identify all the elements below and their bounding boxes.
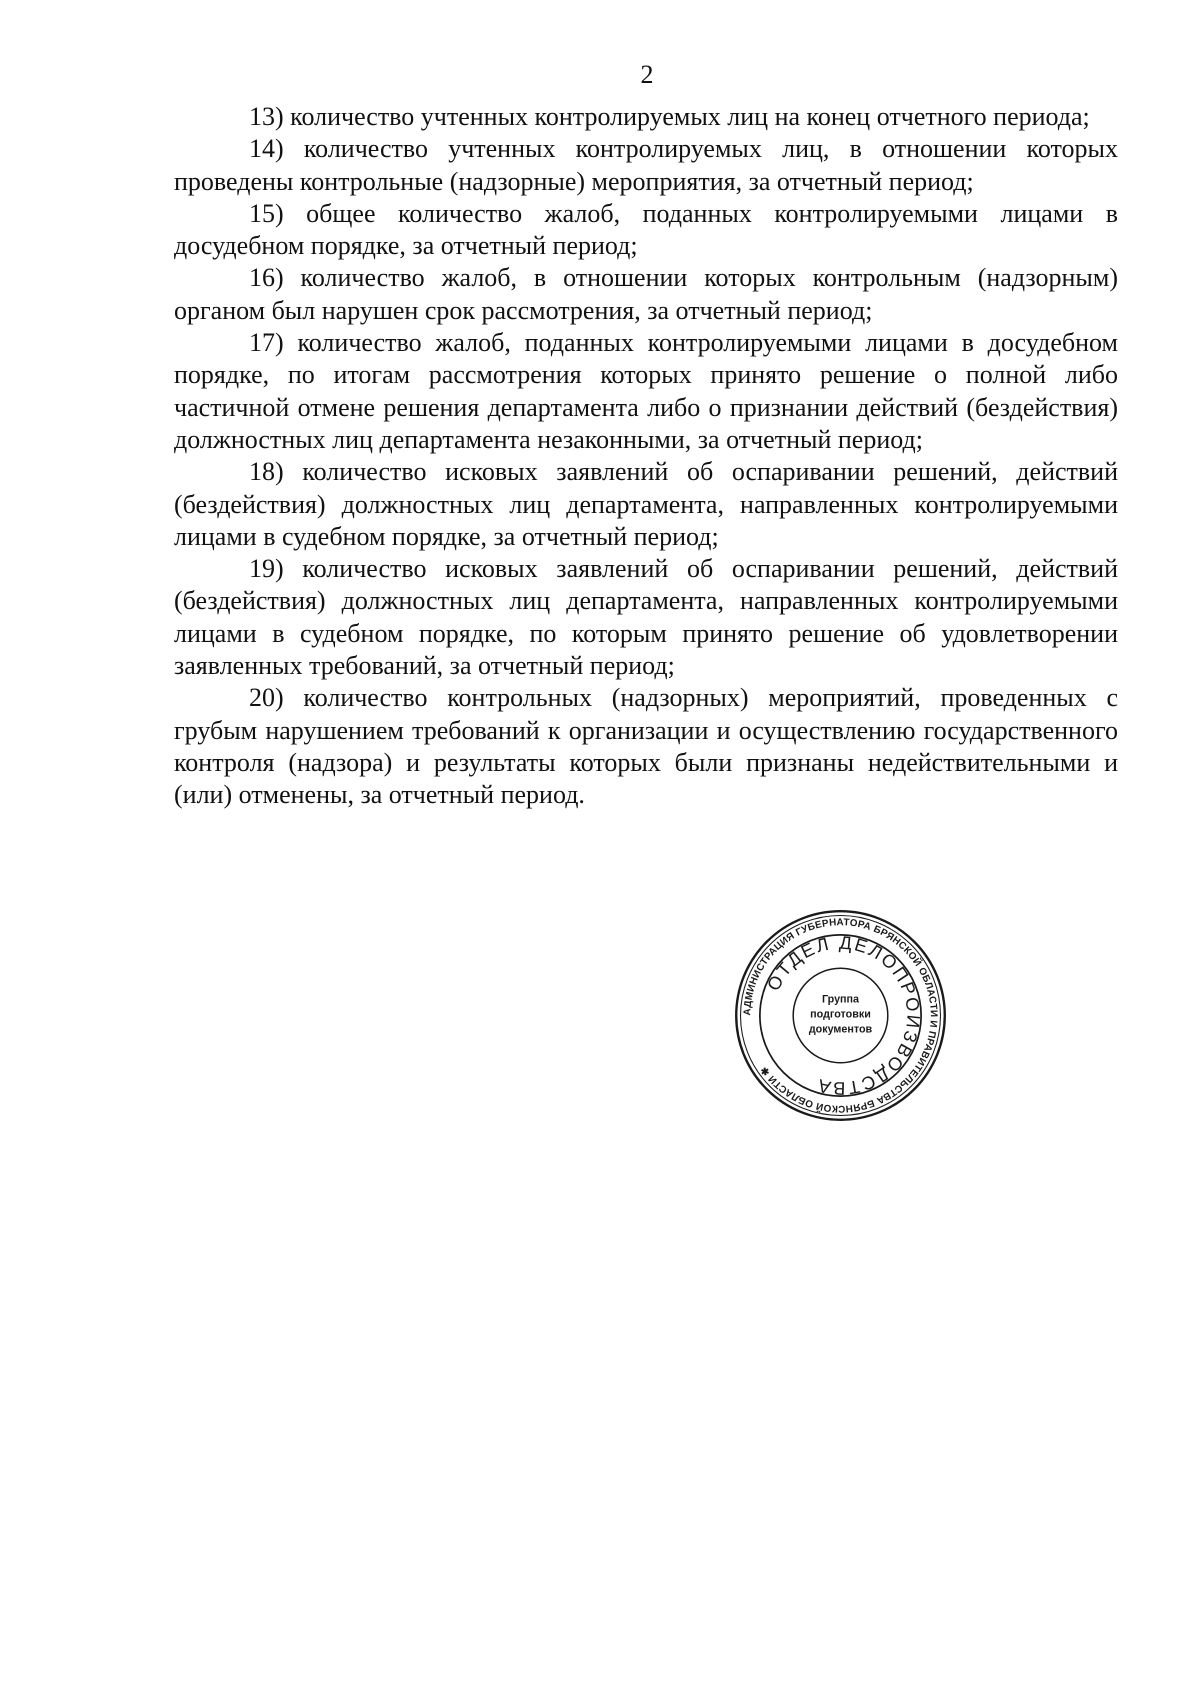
list-item-13: 13) количество учтенных контролируемых лиц на конец отчетного периода; — [249, 102, 1090, 131]
stamp-outer-text: АДМИНИСТРАЦИЯ ГУБЕРНАТОРА БРЯНСКОЙ ОБЛАСТИ И ПРАВИТЕЛЬСТВА БРЯНСКОЙ ОБЛАСТИ ✱ — [742, 917, 939, 1114]
official-stamp — [733, 908, 948, 1123]
list-item-20: 20) количество контрольных (надзорных) мероприятий, проведенных с грубым нарушением требований к организации и осуществлению государственного контроля (надзора) и результаты которых были признаны недействительными и (или) отменены, за отчетный период. — [174, 683, 1118, 810]
list-item-16: 16) количество жалоб, в отношении которых контрольным (надзорным) органом был нарушен срок рассмотрения, за отчетный период; — [174, 263, 1118, 325]
list-item-14: 14) количество учтенных контролируемых лиц, в отношении которых проведены контрольные (надзорные) мероприятия, за отчетный период; — [174, 134, 1118, 196]
stamp-middle-text: ОТДЕЛ ДЕЛОПРОИЗВОДСТВА — [762, 931, 925, 1100]
list-item-15: 15) общее количество жалоб, поданных контролируемыми лицами в досудебном порядке, за отчетный период; — [174, 198, 1118, 261]
list-item-17: 17) количество жалоб, поданных контролируемыми лицами в досудебном порядке, по итогам рассмотрения которых принято решение о полной либо частичной отмене решения департамента либо о признании действий (бездействия) должностных лиц департамента незаконными, за отчетный период; — [174, 328, 1118, 454]
page-number: 2 — [640, 60, 654, 89]
stamp-seal-icon — [733, 908, 948, 1123]
list-item-19: 19) количество исковых заявлений об оспаривании решений, действий (бездействия) должностных лиц департамента, направленных контролируемыми лицами в судебном порядке, по которым принято решение об удовлетворении заявленных требований, за отчетный период; — [174, 554, 1118, 681]
stamp-center-line-2: подготовки — [810, 1008, 871, 1021]
list-item-18: 18) количество исковых заявлений об оспаривании решений, действий (бездействия) должностных лиц департамента, направленных контролируемыми лицами в судебном порядке, за отчетный период; — [174, 457, 1118, 551]
stamp-center-line-3: документов — [808, 1023, 873, 1036]
stamp-center-line-1: Группа — [821, 993, 860, 1006]
document-body — [174, 101, 1118, 812]
